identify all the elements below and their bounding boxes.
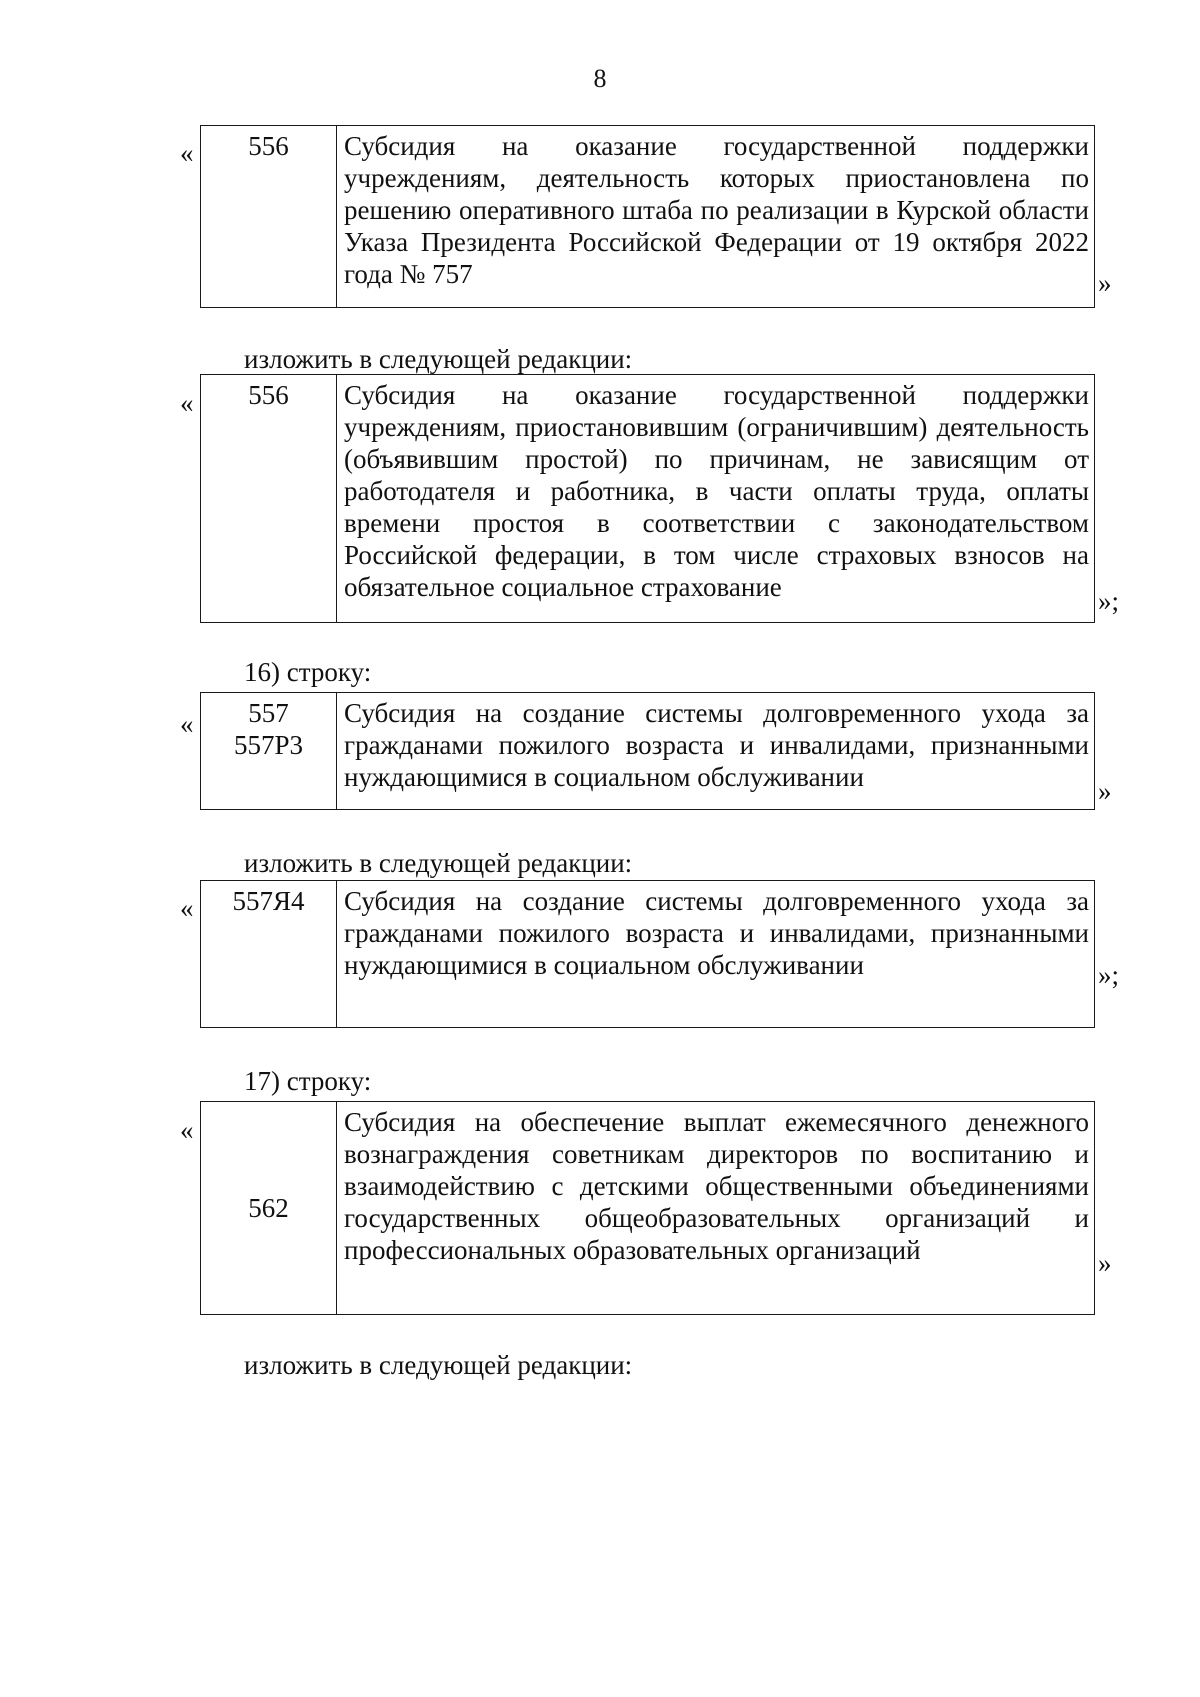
row-description: Субсидия на обеспечение выплат ежемесячного денежного вознаграждения советникам директоров по воспитанию и взаимодействию с детскими общественными объединениями государственных общеобразовательных организаций и профессиональных образовательных организаций (337, 1102, 1095, 1315)
row-description: Субсидия на создание системы долговременного ухода за гражданами пожилого возраста и инвалидами, признанными нуждающимися в социальном обслуживании (337, 881, 1095, 1028)
open-quote: « (180, 1115, 194, 1145)
open-quote: « (180, 893, 194, 923)
close-quote: » (1098, 1248, 1112, 1278)
table-row (200, 125, 1095, 308)
close-quote: » (1098, 776, 1112, 806)
row-code (201, 693, 337, 810)
code-value: 556 (248, 131, 289, 161)
paragraph-intro: 17) строку: (244, 1066, 372, 1096)
paragraph-intro: 16) строку: (244, 657, 372, 687)
row-code (201, 1102, 337, 1315)
row-description: Субсидия на оказание государственной поддержки учреждениям, приостановившим (ограничившим) деятельность (объявившим простой) по причинам, не зависящим от работодателя и работника, в части оплаты труда, оплаты времени простоя в соответствии с законодательством Российской федерации, в том числе страховых взносов на обязательное социальное страхование (337, 375, 1095, 623)
open-quote: « (180, 388, 194, 418)
table-row (200, 1101, 1095, 1315)
row-code (201, 881, 337, 1028)
row-code (201, 126, 337, 308)
paragraph-intro: изложить в следующей редакции: (244, 848, 633, 878)
table-row (200, 692, 1095, 810)
paragraph-intro: изложить в следующей редакции: (244, 1350, 633, 1380)
open-quote: « (180, 709, 194, 739)
table-row (200, 374, 1095, 623)
row-description: Субсидия на оказание государственной поддержки учреждениям, деятельность которых приостановлена по решению оперативного штаба по реализации в Курской области Указа Президента Российской Федерации от 19 октября 2022 года № 757 (337, 126, 1095, 308)
close-quote: » (1098, 268, 1112, 298)
paragraph-intro: изложить в следующей редакции: (244, 344, 633, 374)
page-number: 8 (593, 64, 607, 93)
code-value: 562 (248, 1193, 289, 1223)
close-quote: »; (1098, 586, 1120, 616)
row-code (201, 375, 337, 623)
code-value: 557 (248, 698, 289, 728)
open-quote: « (180, 138, 194, 168)
row-description: Субсидия на создание системы долговременного ухода за гражданами пожилого возраста и инвалидами, признанными нуждающимися в социальном обслуживании (337, 693, 1095, 810)
code-value: 556 (248, 380, 289, 410)
code-value: 557Р3 (233, 730, 304, 760)
table-row (200, 880, 1095, 1028)
code-value: 557Я4 (232, 886, 305, 916)
close-quote: »; (1098, 960, 1120, 990)
